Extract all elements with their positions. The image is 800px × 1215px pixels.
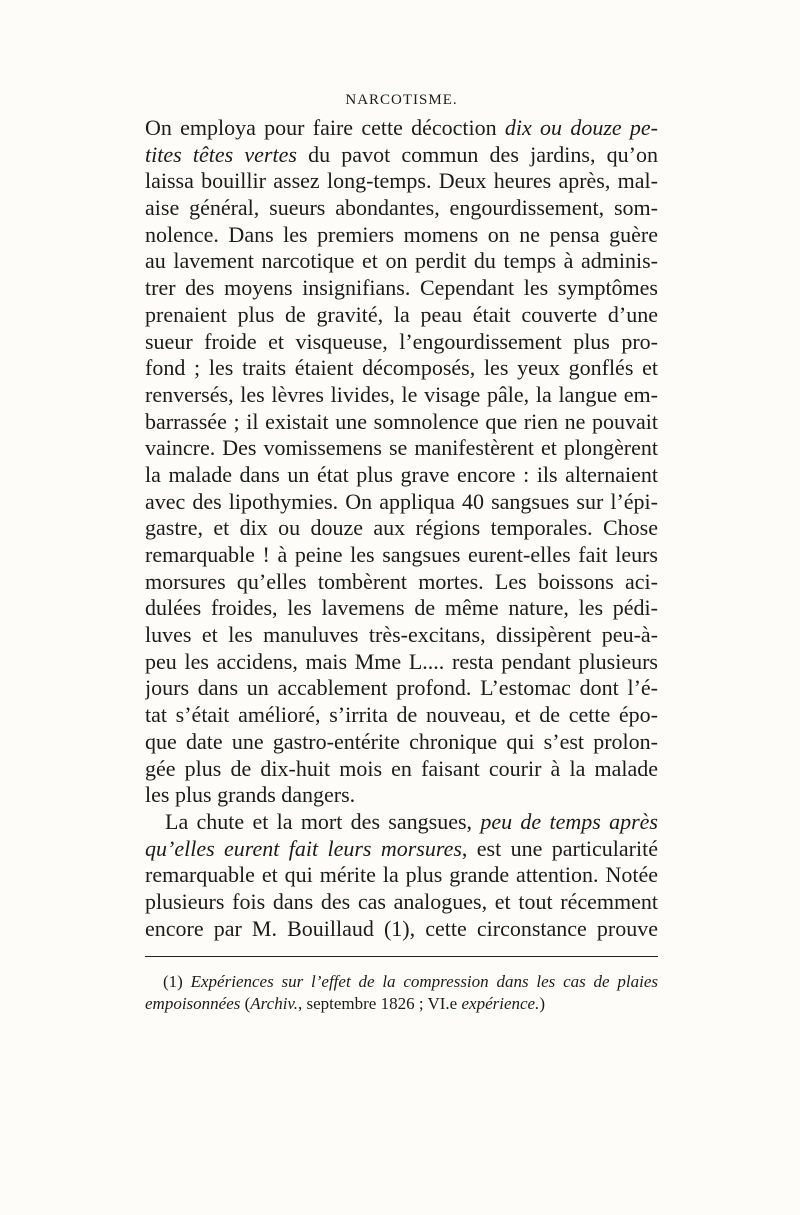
text-line xyxy=(145,809,658,836)
text-line xyxy=(145,462,658,489)
text-run: les plus grands dangers. xyxy=(145,782,356,808)
text-run: peu les accidens, mais Mme L.... resta pendant plusieurs xyxy=(145,648,658,674)
text-line xyxy=(145,115,658,142)
paragraph-main xyxy=(145,115,658,809)
text-line xyxy=(145,569,658,596)
text-run: luves et les manuluves très-excitans, dissipèrent peu-à- xyxy=(145,622,658,648)
footnote xyxy=(145,971,658,1015)
text-line xyxy=(145,168,658,195)
text-line xyxy=(145,382,658,409)
running-head: NARCOTISME. xyxy=(345,92,458,108)
text-run: vaincre. Des vomissemens se manifestèrent et plongèrent xyxy=(145,435,658,461)
text-run: au lavement narcotique et on perdit du temps à adminis- xyxy=(145,248,658,274)
text-run: trer des moyens insignifians. Cependant les symptômes xyxy=(145,275,658,301)
text-line xyxy=(145,355,658,382)
text-line xyxy=(145,515,658,542)
text-line xyxy=(145,649,658,676)
text-run: barrassée ; il existait une somnolence que rien ne pouvait xyxy=(145,408,658,434)
text-run: renversés, les lèvres livides, le visage pâle, la langue em- xyxy=(145,381,658,407)
text-line xyxy=(145,916,658,943)
text-line xyxy=(145,756,658,783)
text-line xyxy=(145,302,658,329)
text-line xyxy=(145,836,658,863)
text-line xyxy=(145,409,658,436)
text-line xyxy=(145,782,658,809)
text-line xyxy=(145,222,658,249)
italic-text: Expériences sur l’effet de la compression dans les cas de plaies xyxy=(190,972,658,992)
text-run: plusieurs fois dans des cas analogues, et tout récemment xyxy=(145,888,658,914)
italic-text: tites têtes vertes xyxy=(145,141,297,167)
text-run: gée plus de dix-huit mois en faisant courir à la malade xyxy=(145,755,658,781)
text-run: remarquable et qui mérite la plus grande attention. Notée xyxy=(145,862,658,888)
text-line xyxy=(145,675,658,702)
text-run: (1) xyxy=(163,972,191,992)
text-run: aise général, sueurs abondantes, engourdissement, som- xyxy=(145,195,658,221)
text-run: encore par M. Bouillaud (1), cette circonstance prouve xyxy=(145,915,658,941)
text-line xyxy=(145,542,658,569)
text-line xyxy=(145,435,658,462)
italic-text: expérience. xyxy=(461,994,540,1014)
text-line xyxy=(145,729,658,756)
text-run: laissa bouillir assez long-temps. Deux heures après, mal- xyxy=(145,168,658,194)
paragraph-second xyxy=(145,809,658,942)
text-run: dulées froides, les lavemens de même nature, les pédi- xyxy=(145,595,658,621)
footnote-line xyxy=(145,993,658,1015)
italic-text: peu de temps après xyxy=(480,808,658,834)
text-line xyxy=(145,195,658,222)
text-run: tat s’était amélioré, s’irrita de nouveau, et de cette épo- xyxy=(145,702,658,728)
italic-text: Archiv. xyxy=(250,994,298,1014)
text-run: remarquable ! à peine les sangsues eurent-elles fait leurs xyxy=(145,542,658,567)
text-line xyxy=(145,702,658,729)
text-run: avec des lipothymies. On appliqua 40 sangsues sur l’épi- xyxy=(145,488,658,514)
text-run: , est une particularité xyxy=(461,835,658,861)
text-line xyxy=(145,142,658,169)
text-line xyxy=(145,248,658,275)
text-run: ) xyxy=(539,994,546,1014)
text-run: du pavot commun des jardins, qu’on xyxy=(296,141,658,167)
text-run: On employa pour faire cette décoction xyxy=(145,115,505,140)
text-run: prenaient plus de gravité, la peau était couverte d’une xyxy=(145,301,658,327)
text-run: ( xyxy=(240,994,251,1014)
text-run: la malade dans un état plus grave encore : ils alternaient xyxy=(145,461,658,487)
text-run: fond ; les traits étaient décomposés, les yeux gonflés et xyxy=(145,355,658,381)
text-run: que date une gastro-entérite chronique qui s’est prolon- xyxy=(145,728,658,754)
italic-text: dix ou douze pe- xyxy=(504,115,658,140)
text-line xyxy=(145,622,658,649)
italic-text: qu’elles eurent fait leurs morsures xyxy=(145,835,462,861)
book-page xyxy=(145,92,658,1015)
italic-text: empoisonnées xyxy=(145,994,241,1014)
text-run: sueur froide et visqueuse, l’engourdissement plus pro- xyxy=(145,328,658,354)
text-run: , septembre 1826 ; VI.e xyxy=(297,994,462,1014)
text-run: gastre, et dix ou douze aux régions temporales. Chose xyxy=(145,515,658,541)
text-run: La chute et la mort des sangsues, xyxy=(165,808,481,834)
text-line xyxy=(145,889,658,916)
text-line xyxy=(145,329,658,356)
footnote-line xyxy=(145,971,658,993)
footnote-rule xyxy=(145,956,658,957)
text-line xyxy=(145,595,658,622)
text-line xyxy=(145,862,658,889)
text-line xyxy=(145,489,658,516)
text-run: jours dans un accablement profond. L’estomac dont l’é- xyxy=(145,675,658,701)
text-run: nolence. Dans les premiers momens on ne pensa guère xyxy=(145,221,658,247)
text-run: morsures qu’elles tombèrent mortes. Les boissons aci- xyxy=(145,568,658,594)
text-line xyxy=(145,275,658,302)
